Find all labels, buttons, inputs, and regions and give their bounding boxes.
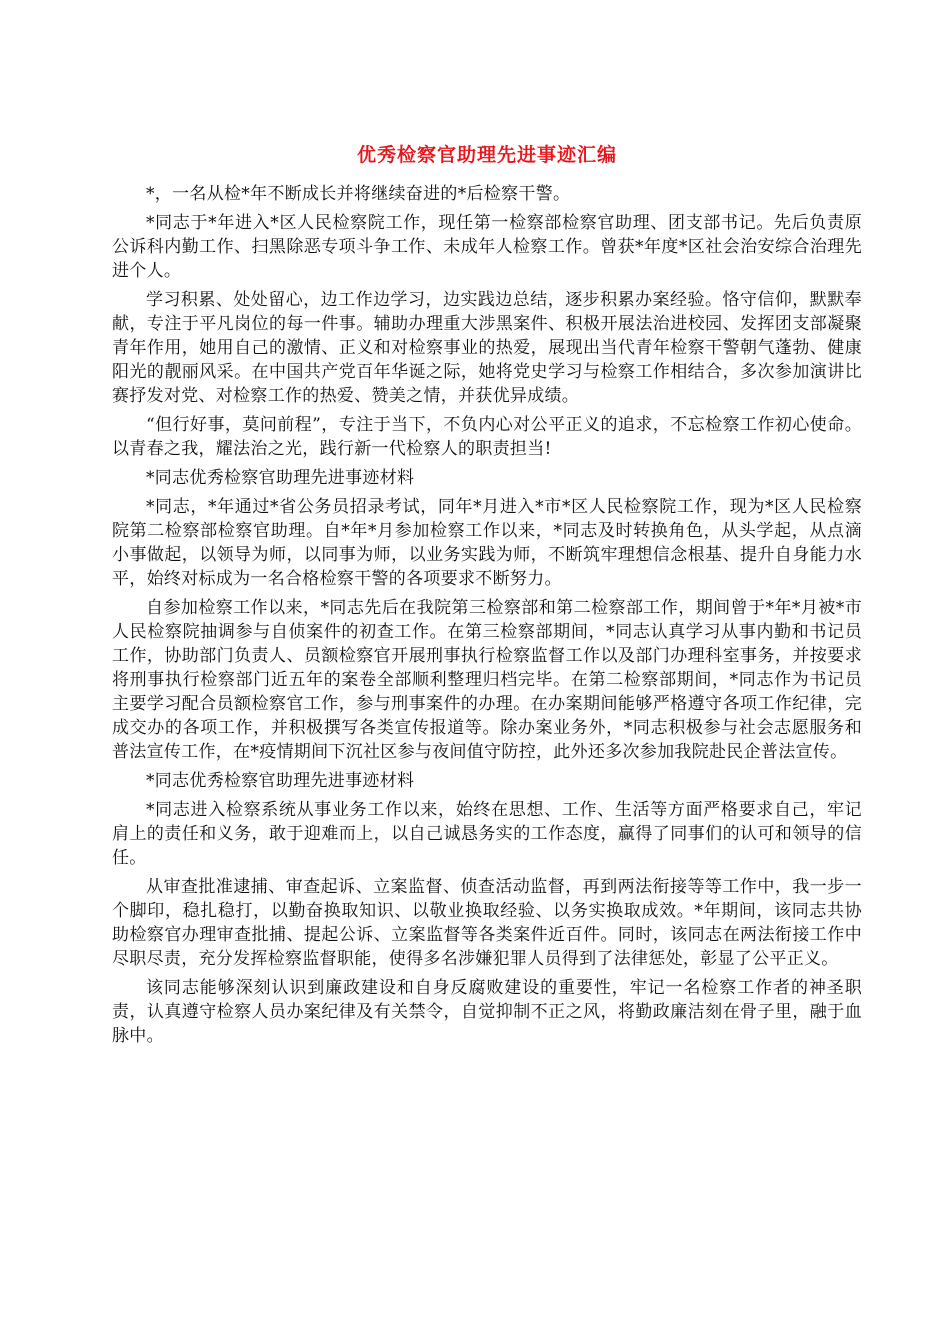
paragraph-intro: *，一名从检*年不断成长并将继续奋进的*后检察干警。: [146, 184, 571, 204]
paragraph-learning: 学习积累、处处留心，边工作边学习，边实践边总结，逐步积累办案经验。恪守信仰，默默奉献，专注于平凡岗位的每一件事。辅助办理重大涉黑案件、积极开展法治进校园、发挥团支部凝聚青年作用，她用自己的激情、正义和对检察事业的热爱，展现出当代青年检察干警朝气蓬勃、健康阳光的靓丽风采。在中国共产党百年华诞之际，她将党史学习与检察工作相结合，多次参加演讲比赛抒发对党、对检察工作的热爱、赞美之情，并获优异成绩。: [112, 290, 862, 406]
paragraph-work-history: 自参加检察工作以来，*同志先后在我院第三检察部和第二检察部工作，期间曾于*年*月被*市人民检察院抽调参与自侦案件的初查工作。在第三检察部期间，*同志认真学习从事内勤和书记员工作，协助部门负责人、员额检察官开展刑事执行检察监督工作以及部门办理科室事务，并按要求将刑事执行检察部门近五年的案卷全部顺利整理归档完毕。在第二检察部期间，*同志作为书记员主要学习配合员额检察官工作，参与刑事案件的办理。在办案期间能够严格遵守各项工作纪律，完成交办的各项工作，并积极撰写各类宣传报道等。除办案业务外，*同志积极参与社会志愿服务和普法宣传工作，在*疫情期间下沉社区参与夜间值守防控，此外还多次参加我院赴民企普法宣传。: [112, 598, 862, 762]
paragraph-attitude: *同志进入检察系统从事业务工作以来，始终在思想、工作、生活等方面严格要求自己，牢记肩上的责任和义务，敢于迎难而上，以自己诚恳务实的工作态度，赢得了同事们的认可和领导的信任。: [112, 800, 862, 868]
paragraph-recruitment: *同志，*年通过*省公务员招录考试，同年*月进入*市*区人民检察院工作，现为*区人民检察院第二检察部检察官助理。自*年*月参加检察工作以来，*同志及时转换角色，从头学起，从点滴小事做起，以领导为师，以同事为师，以业务实践为师，不断筑牢理想信念根基、提升自身能力水平，始终对标成为一名合格检察干警的各项要求不断努力。: [112, 497, 862, 589]
paragraph-career: *同志于*年进入*区人民检察院工作，现任第一检察部检察官助理、团支部书记。先后负责原公诉科内勤工作、扫黑除恶专项斗争工作、未成年人检察工作。曾获*年度*区社会治安综合治理先进个人。: [112, 213, 862, 281]
section-heading-2: *同志优秀检察官助理先进事迹材料: [146, 771, 415, 791]
paragraph-motto: “但行好事，莫问前程”，专注于当下，不负内心对公平正义的追求，不忘检察工作初心使命。以青春之我，耀法治之光，践行新一代检察人的职责担当!: [112, 415, 862, 459]
document-title: 优秀检察官助理先进事迹汇编: [356, 144, 617, 166]
document-page: [112, 140, 862, 1053]
section-heading-1: *同志优秀检察官助理先进事迹材料: [146, 468, 415, 488]
paragraph-cases: 从审查批准逮捕、审查起诉、立案监督、侦查活动监督，再到两法衔接等等工作中，我一步一个脚印，稳扎稳打，以勤奋换取知识、以敬业换取经验、以务实换取成效。*年期间，该同志共协助检察官办理审查批捕、提起公诉、立案监督等各类案件近百件。同时，该同志在两法衔接工作中尽职尽责，充分发挥检察监督职能，使得多名涉嫌犯罪人员得到了法律惩处，彰显了公平正义。: [112, 877, 862, 969]
paragraph-integrity: 该同志能够深刻认识到廉政建设和自身反腐败建设的重要性，牢记一名检察工作者的神圣职责，认真遵守检察人员办案纪律及有关禁令，自觉抑制不正之风，将勤政廉洁刻在骨子里，融于血脉中。: [112, 978, 862, 1046]
